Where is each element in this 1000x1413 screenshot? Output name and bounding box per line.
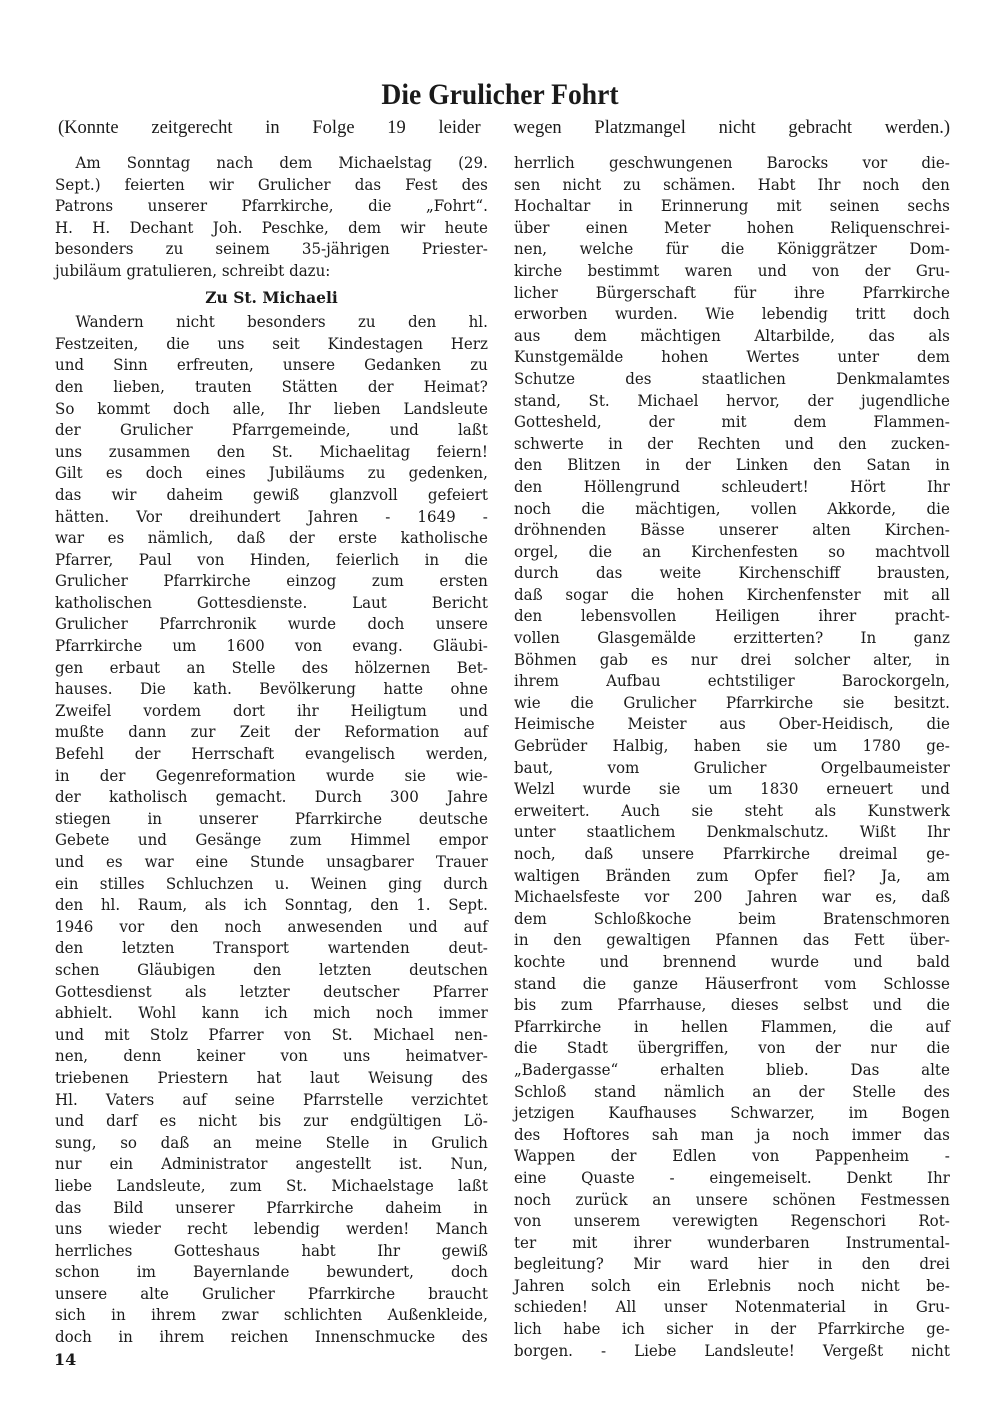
text-line: Sept.) feierten wir Grulicher das Fest des (55, 174, 488, 194)
text-line: doch in ihrem reichen Innenschmucke des (55, 1327, 488, 1347)
text-line: lich habe ich sicher in der Pfarrkirche ge- (514, 1319, 950, 1339)
text-line: den lebensvollen Heiligen ihrer pracht- (514, 606, 950, 626)
text-line: schon im Bayernlande bewundert, doch (55, 1262, 488, 1282)
text-line: nen, denn keiner von uns heimatver- (55, 1046, 488, 1066)
text-line: den letzten Transport wartenden deut- (55, 938, 488, 958)
text-line: sung, so daß an meine Stelle in Grulich (55, 1132, 488, 1152)
text-line: und darf es nicht bis zur endgültigen Lö- (55, 1111, 488, 1131)
text-line: das Bild unserer Pfarrkirche daheim in (55, 1197, 488, 1217)
left-column (55, 152, 488, 1348)
text-line: kirche bestimmt waren und von der Gru- (514, 260, 950, 280)
text-line: orgel, die an Kirchenfesten so machtvoll (514, 541, 950, 561)
text-line: hätten. Vor dreihundert Jahren - 1649 - (55, 506, 488, 526)
text-line: in den gewaltigen Pfannen das Fett über- (514, 930, 950, 950)
text-line: und Sinn erfreuten, unsere Gedanken zu (55, 355, 488, 375)
text-line: uns wieder recht lebendig werden! Manch (55, 1219, 488, 1239)
text-line: und mit Stolz Pfarrer von St. Michael nen- (55, 1024, 488, 1044)
text-line: Pfarrkirche in hellen Flammen, die auf (514, 1016, 950, 1036)
text-line: Pfarrkirche um 1600 von evang. Gläubi- (55, 636, 488, 656)
text-line: der Grulicher Pfarrgemeinde, und laßt (55, 420, 488, 440)
text-line: Böhmen gab es nur drei solcher alter, in (514, 649, 950, 669)
text-line: eine Quaste - eingemeiselt. Denkt Ihr (514, 1167, 950, 1187)
text-line: sen nicht zu schämen. Habt Ihr noch den (514, 174, 950, 194)
article-title: Die Grulicher Fohrt (381, 78, 619, 111)
text-line: des Hoftores sah man ja noch immer das (514, 1124, 950, 1144)
text-line: Schloß stand nämlich an der Stelle des (514, 1081, 950, 1101)
right-column (514, 152, 950, 1361)
text-line: wie die Grulicher Pfarrkirche sie besitzt. (514, 692, 950, 712)
text-line: das wir daheim gewiß glanzvoll gefeiert (55, 484, 488, 504)
text-line: stand die ganze Häuserfront vom Schlosse (514, 973, 950, 993)
article-subtitle: (Konnte zeitgerecht in Folge 19 leider wegen Platzmangel nicht gebracht werden.) (58, 118, 950, 138)
text-line: hauses. Die kath. Bevölkerung hatte ohne (55, 679, 488, 699)
text-line: Am Sonntag nach dem Michaelstag (29. (75, 153, 488, 172)
text-line: mußte dann zur Zeit der Reformation auf (55, 722, 488, 742)
text-line: Festzeiten, die uns seit Kindestagen Herz (55, 333, 488, 353)
text-line: Hochaltar in Erinnerung mit seinen sechs (514, 196, 950, 216)
text-line: herrliches Gotteshaus habt Ihr gewiß (55, 1240, 488, 1260)
text-line: und es war eine Stunde unsagbarer Trauer (55, 852, 488, 871)
text-line: schwerte in der Rechten und den zucken- (514, 433, 950, 453)
text-line: borgen. - Liebe Landsleute! Vergeßt nicht (514, 1340, 950, 1360)
text-line: nur ein Administrator angestellt ist. Nun, (55, 1154, 488, 1174)
text-line: Gottesheld, der mit dem Flammen- (514, 412, 950, 432)
text-line: Kunstgemälde hohen Wertes unter dem (514, 347, 950, 367)
text-line: noch zurück an unsere schönen Festmessen (514, 1189, 950, 1209)
text-line: nen, welche für die Königgrätzer Dom- (514, 239, 950, 259)
text-line: den Höllengrund schleudert! Hört Ihr (514, 476, 950, 496)
text-line: Wappen der Edlen von Pappenheim - (514, 1146, 950, 1166)
text-line: jubiläum gratulieren, schreibt dazu: (55, 260, 331, 280)
text-line: die Stadt übergriffen, von der nur die (514, 1038, 950, 1058)
text-line: Gebrüder Halbig, haben sie um 1780 ge- (514, 736, 950, 756)
text-line: vollen Glasgemälde erzitterten? In ganz (514, 628, 950, 648)
section-subheading: Zu St. Michaeli (205, 287, 338, 307)
text-line: So kommt doch alle, Ihr lieben Landsleute (55, 398, 488, 418)
text-line: von unserem verewigten Regenschori Rot- (514, 1211, 950, 1231)
text-line: ter mit ihrer wunderbaren Instrumental- (514, 1232, 950, 1252)
text-line: über einen Meter hohen Reliquenschrei- (514, 217, 950, 237)
text-line: den Blitzen in der Linken den Satan in (514, 455, 950, 475)
text-line: begleitung? Mir ward hier in den drei (514, 1254, 950, 1274)
text-line: stand, St. Michael hervor, der jugendliche (514, 390, 950, 410)
text-line: aus dem mächtigen Altarbilde, das als (514, 325, 950, 345)
text-line: erweitert. Auch sie steht als Kunstwerk (514, 800, 950, 820)
text-line: 1946 vor den noch anwesenden und auf (55, 916, 488, 936)
text-line: triebenen Priestern hat laut Weisung des (55, 1067, 488, 1087)
text-line: dröhnenden Bässe unserer alten Kirchen- (514, 520, 950, 540)
text-line: Gebete und Gesänge zum Himmel empor (55, 830, 488, 850)
text-line: Patrons unserer Pfarrkirche, die „Fohrt“. (55, 196, 488, 216)
text-line: Pfarrer, Paul von Hinden, feierlich in die (55, 549, 488, 569)
text-line: in der Gegenreformation wurde sie wie- (55, 765, 488, 785)
text-line: stiegen in unserer Pfarrkirche deutsche (55, 808, 488, 828)
text-line: katholischen Gottesdienste. Laut Bericht (55, 592, 488, 612)
text-line: Hl. Vaters auf seine Pfarrstelle verzichtet (55, 1089, 488, 1109)
text-line: daß sogar die hohen Kirchenfenster mit all (514, 584, 950, 604)
text-line: baut, vom Grulicher Orgelbaumeister (514, 757, 950, 777)
text-line: sich in ihrem zwar schlichten Außenkleide, (55, 1305, 488, 1325)
text-line: herrlich geschwungenen Barocks vor die- (514, 153, 950, 172)
text-line: Gilt es doch eines Jubiläums zu gedenken, (55, 463, 488, 483)
text-line: noch die mächtigen, vollen Akkorde, die (514, 498, 950, 518)
text-line: bis zum Pfarrhause, dieses selbst und die (514, 995, 950, 1015)
text-line: Schutze des staatlichen Denkmalamtes (514, 368, 950, 388)
text-line: war es nämlich, daß der erste katholische (55, 528, 488, 548)
text-line: Grulicher Pfarrkirche einzog zum ersten (55, 571, 488, 591)
text-line: liebe Landsleute, zum St. Michaelstage laßt (55, 1175, 488, 1195)
text-line: H. H. Dechant Joh. Peschke, dem wir heute (55, 217, 488, 237)
text-line: ihrem Aufbau echtstiliger Barockorgeln, (514, 671, 950, 691)
text-line: Befehl der Herrschaft evangelisch werden, (55, 744, 488, 764)
text-line: waltigen Bränden zum Opfer fiel? Ja, am (514, 865, 950, 885)
intro-paragraph (55, 152, 488, 282)
text-line: Heimische Meister aus Ober-Heidisch, die (514, 714, 950, 734)
text-line: unsere alte Grulicher Pfarrkirche braucht (55, 1283, 488, 1303)
text-line: schieden! All unser Notenmaterial in Gru- (514, 1297, 950, 1317)
text-line: Michaelsfeste vor 200 Jahren war es, daß (514, 887, 950, 907)
text-line: licher Bürgerschaft für ihre Pfarrkirche (514, 282, 950, 302)
text-line: Grulicher Pfarrchronik wurde doch unsere (55, 614, 488, 634)
text-line: noch, daß unsere Pfarrkirche dreimal ge- (514, 844, 950, 863)
text-line: den lieben, trauten Stätten der Heimat? (55, 376, 488, 396)
right-body-paragraph (514, 152, 950, 1361)
text-line: uns zusammen den St. Michaelitag feiern! (55, 441, 488, 461)
text-line: Zweifel vordem dort ihr Heiligtum und (55, 700, 488, 720)
text-line: Jahren solch ein Erlebnis noch nicht be- (514, 1275, 950, 1295)
text-line: erworben wurden. Wie lebendig tritt doch (514, 304, 950, 324)
text-line: unter staatlichem Denkmalschutz. Wißt Ihr (514, 822, 950, 842)
text-line: abhielt. Wohl kann ich mich noch immer (55, 1003, 488, 1023)
text-line: gen erbaut an Stelle des hölzernen Bet- (55, 657, 488, 677)
text-line: durch das weite Kirchenschiff brausten, (514, 563, 950, 583)
text-line: besonders zu seinem 35-jährigen Priester- (55, 239, 488, 259)
text-line: Wandern nicht besonders zu den hl. (75, 312, 488, 332)
text-line: Welzl wurde sie um 1830 erneuert und (514, 779, 950, 799)
text-line: den hl. Raum, als ich Sonntag, den 1. Sept. (55, 895, 488, 915)
text-line: ein stilles Schluchzen u. Weinen ging durch (55, 873, 488, 893)
text-line: schen Gläubigen den letzten deutschen (55, 959, 488, 979)
text-line: Gottesdienst als letzter deutscher Pfarrer (55, 981, 488, 1001)
text-line: der katholisch gemacht. Durch 300 Jahre (55, 787, 488, 807)
page-number: 14 (54, 1350, 77, 1369)
left-body-paragraph (55, 311, 488, 1348)
text-line: „Badergasse“ erhalten blieb. Das alte (514, 1059, 950, 1079)
text-line: dem Schloßkoche beim Bratenschmoren (514, 908, 950, 928)
text-line: jetzigen Kaufhauses Schwarzer, im Bogen (514, 1103, 950, 1123)
text-line: kochte und brennend wurde und bald (514, 951, 950, 971)
